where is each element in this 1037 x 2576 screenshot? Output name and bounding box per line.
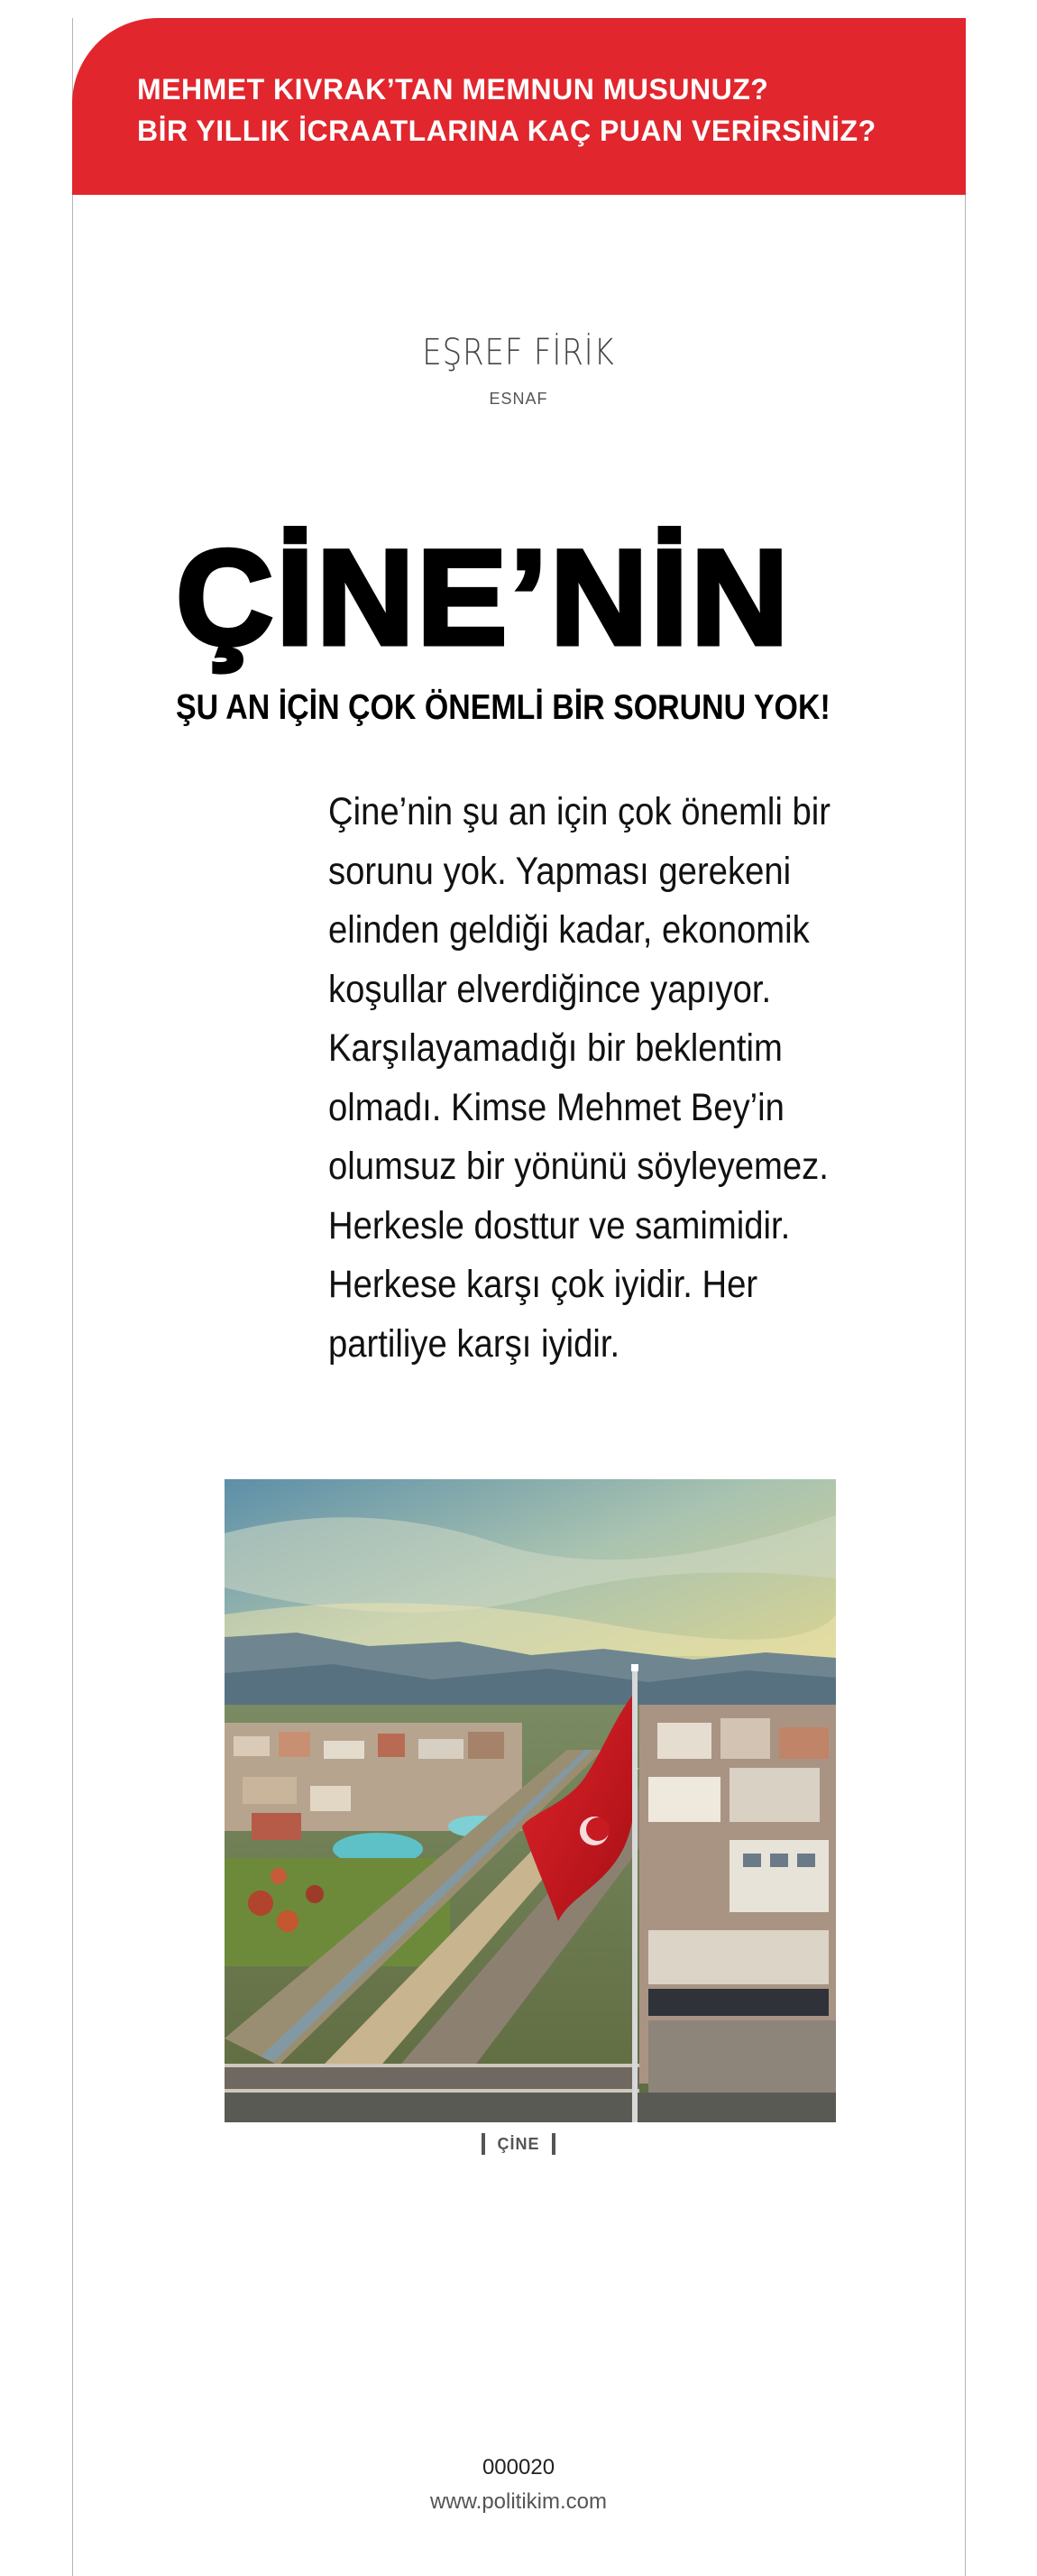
photo-caption <box>0 2133 1037 2155</box>
page-number: 000020 <box>482 2455 555 2479</box>
article-paragraph: Çine’nin şu an için çok önemli bir sorunu yok. Yapması gerekeni elinden geldiği kadar, ekonomik koşullar elverdiğince yapıyor. Karşılayamadığı bir beklentim olmadı. Kimse Mehmet Bey’in olumsuz bir yönünü söyleyemez. Herkesle dosttur ve samimidir. Herkese karşı çok iyidir. Her partiliye karşı iyidir. <box>328 791 831 1366</box>
subheadline: ŞU AN İÇİN ÇOK ÖNEMLİ BİR SORUNU YOK! <box>176 688 831 727</box>
city-photo <box>225 1479 836 2122</box>
banner-line-2: BİR YILLIK İCRAATLARINA KAÇ PUAN VERİRSİNİZ? <box>137 115 876 147</box>
caption-text: ÇİNE <box>497 2134 540 2153</box>
article-body <box>328 783 833 1374</box>
caption-bar-left <box>482 2133 485 2155</box>
person-name: EŞREF FİRİK <box>422 332 615 373</box>
question-banner <box>72 18 966 195</box>
website-url: www.politikim.com <box>429 2489 608 2514</box>
city-aerial-image <box>225 1479 836 2122</box>
person-title: ESNAF <box>489 390 548 408</box>
banner-line-1: MEHMET KIVRAK’TAN MEMNUN MUSUNUZ? <box>137 73 769 106</box>
caption-bar-right <box>552 2133 555 2155</box>
headline: ÇİNE’NİN <box>176 521 792 673</box>
